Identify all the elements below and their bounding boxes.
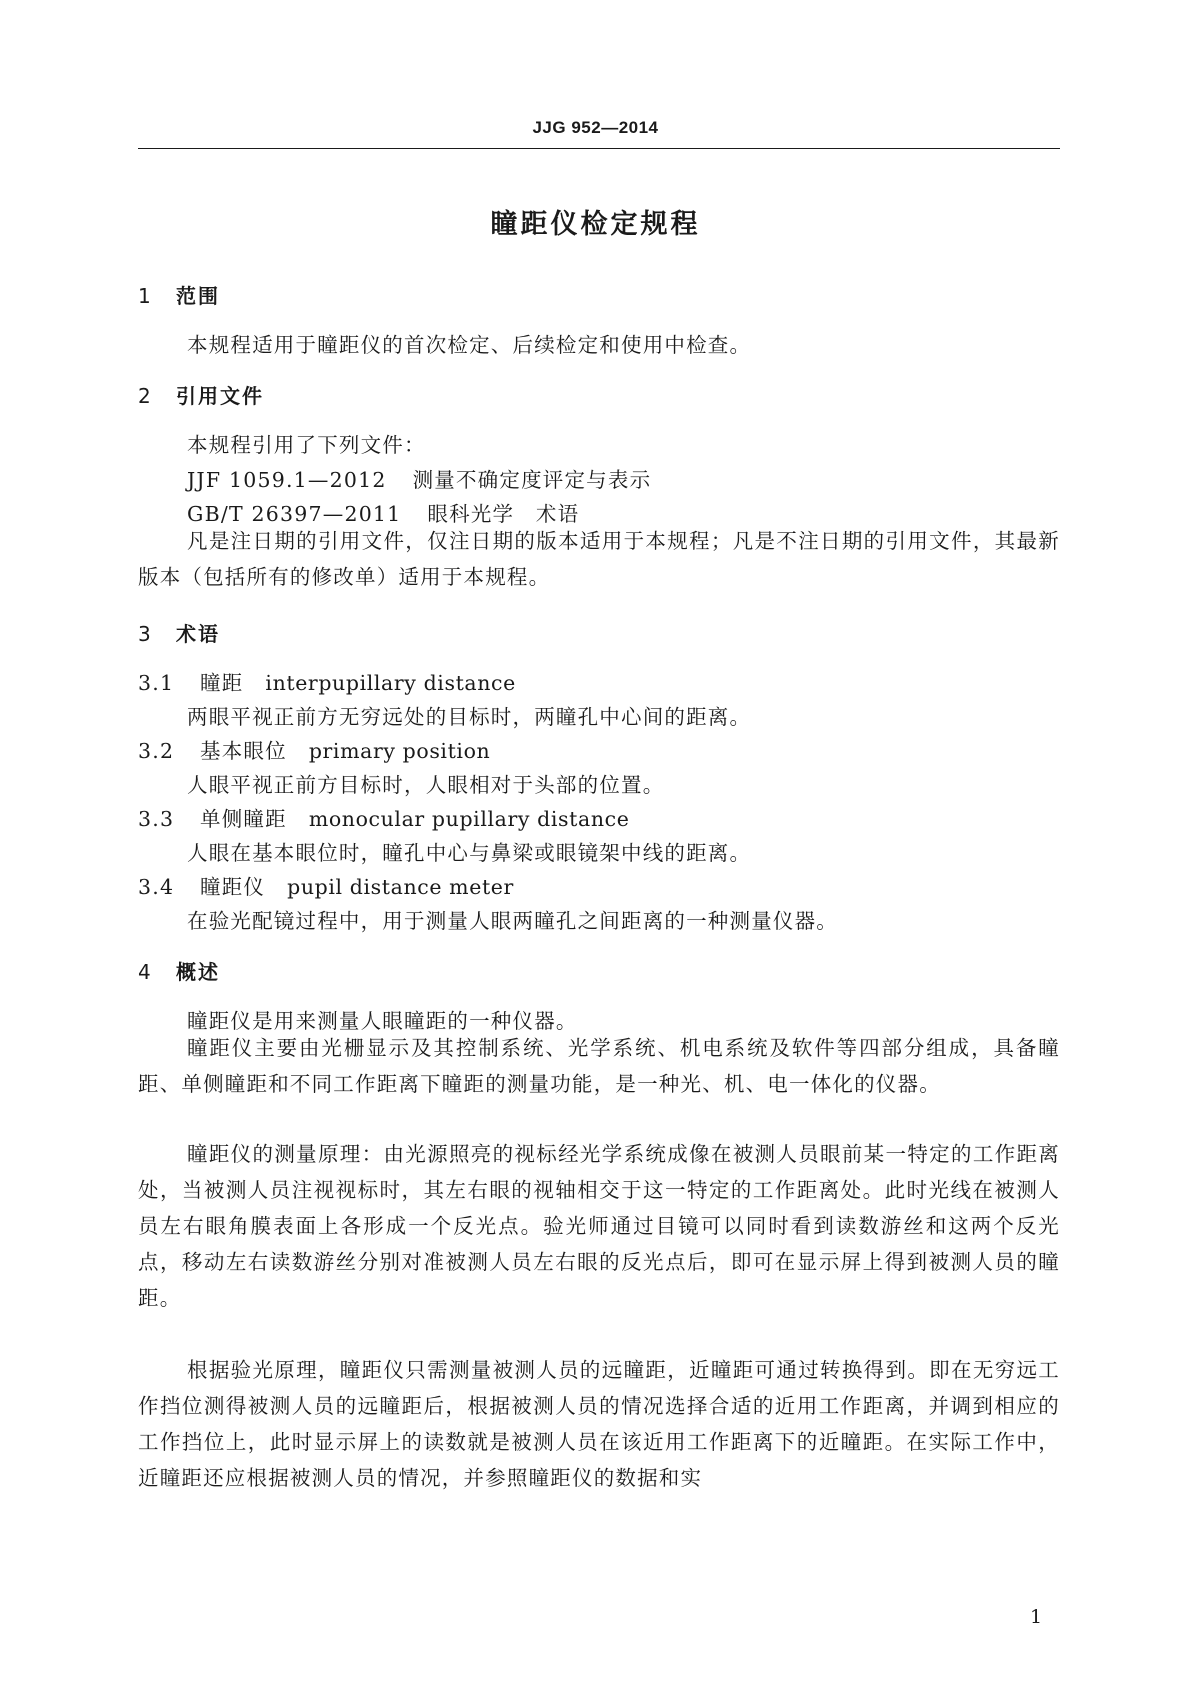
section-number: 1 [138,284,153,308]
section-number: 3 [138,622,153,646]
section-number: 4 [138,960,153,984]
reference-name: 测量不确定度评定与表示 [412,468,652,492]
term-heading [138,666,516,696]
section-number: 2 [138,384,153,408]
term-definition: 在验光配镜过程中，用于测量人眼两瞳孔之间距离的一种测量仪器。 [187,909,838,933]
term-chinese: 基本眼位 [200,739,287,763]
section-4-heading [138,956,220,985]
section-title: 概述 [176,960,220,984]
document-title: 瞳距仪检定规程 [490,209,701,240]
term-english: interpupillary distance [265,671,516,695]
page-header-code: JJG 952—2014 [532,118,659,137]
header-rule [138,148,1060,149]
term-number: 3.1 [138,671,175,695]
term-definition: 两眼平视正前方无穷远处的目标时，两瞳孔中心间的距离。 [187,705,752,729]
references-note: 凡是注日期的引用文件，仅注日期的版本适用于本规程；凡是不注日期的引用文件，其最新版本（包括所有的修改单）适用于本规程。 [138,529,1060,589]
term-heading [138,802,629,832]
reference-item [187,463,651,493]
term-heading [138,870,514,900]
term-english: monocular pupillary distance [308,807,630,831]
section-1-heading [138,280,220,309]
reference-name: 眼科光学 术语 [427,502,580,526]
term-definition: 人眼平视正前方目标时，人眼相对于头部的位置。 [187,773,665,797]
overview-paragraph: 瞳距仪主要由光栅显示及其控制系统、光学系统、机电系统及软件等四部分组成，具备瞳距、单侧瞳距和不同工作距离下瞳距的测量功能，是一种光、机、电一体化的仪器。 [138,1036,1060,1096]
reference-code: GB/T 26397—2011 [187,502,402,526]
term-number: 3.2 [138,739,175,763]
reference-code: JJF 1059.1—2012 [187,468,387,492]
section-title: 引用文件 [176,384,264,408]
term-chinese: 瞳距仪 [200,875,266,899]
term-english: pupil distance meter [287,875,514,899]
term-english: primary position [308,739,491,763]
section-1-text: 本规程适用于瞳距仪的首次检定、后续检定和使用中检查。 [187,333,752,357]
term-definition: 人眼在基本眼位时，瞳孔中心与鼻梁或眼镜架中线的距离。 [187,841,752,865]
references-intro: 本规程引用了下列文件： [187,433,426,457]
section-3-heading [138,618,220,647]
term-chinese: 单侧瞳距 [200,807,287,831]
section-title: 范围 [176,284,220,308]
overview-paragraph: 根据验光原理，瞳距仪只需测量被测人员的远瞳距，近瞳距可通过转换得到。即在无穷远工作挡位测得被测人员的远瞳距后，根据被测人员的情况选择合适的近用工作距离，并调到相应的工作挡位上，此时显示屏上的读数就是被测人员在该近用工作距离下的近瞳距。在实际工作中，近瞳距还应根据被测人员的情况，并参照瞳距仪的数据和实 [138,1358,1060,1490]
term-number: 3.3 [138,807,175,831]
term-chinese: 瞳距 [200,671,244,695]
term-heading [138,734,490,764]
section-2-heading [138,380,264,409]
section-title: 术语 [176,622,220,646]
term-number: 3.4 [138,875,175,899]
overview-paragraph: 瞳距仪是用来测量人眼瞳距的一种仪器。 [187,1009,578,1033]
page-number: 1 [1030,1606,1043,1628]
overview-paragraph: 瞳距仪的测量原理：由光源照亮的视标经光学系统成像在被测人员眼前某一特定的工作距离处，当被测人员注视视标时，其左右眼的视轴相交于这一特定的工作距离处。此时光线在被测人员左右眼角膜表面上各形成一个反光点。验光师通过目镜可以同时看到读数游丝和这两个反光点，移动左右读数游丝分别对准被测人员左右眼的反光点后，即可在显示屏上得到被测人员的瞳距。 [138,1142,1060,1310]
